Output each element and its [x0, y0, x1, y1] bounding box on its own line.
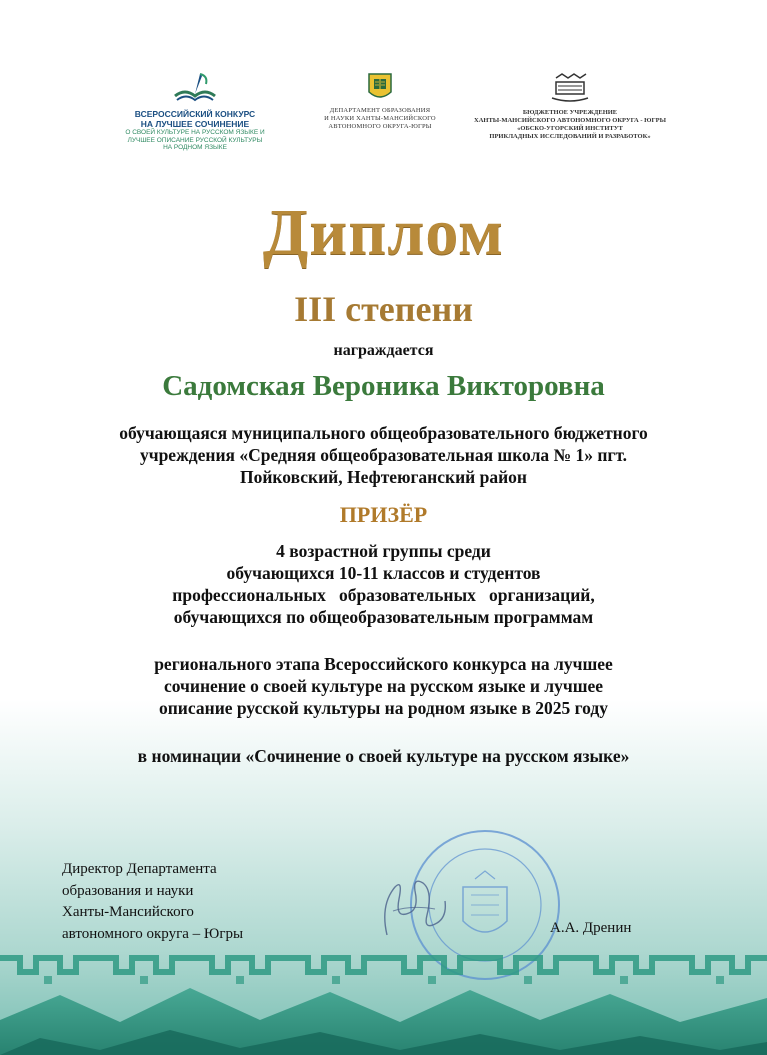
department-logo [315, 72, 445, 131]
institute-line-4: ПРИКЛАДНЫХ ИССЛЕДОВАНИЙ И РАЗРАБОТОК» [489, 133, 651, 140]
department-line-2: И НАУКИ ХАНТЫ-МАНСИЙСКОГО [324, 115, 436, 122]
stage-line-2: сочинение о своей культуре на русском языке и лучшее [163, 676, 604, 696]
contest-title-line-1: ВСЕРОССИЙСКИЙ КОНКУРС [134, 109, 256, 119]
school-line-3: Пойковский, Нефтеюганский район [239, 467, 528, 487]
institute-logo [445, 72, 695, 141]
group-description [0, 540, 767, 628]
group-line-1: 4 возрастной группы среди [276, 541, 491, 561]
stage-line-3: описание русской культуры на родном языке в 2025 году [158, 698, 609, 718]
contest-sub-line-3: НА РОДНОМ ЯЗЫКЕ [163, 144, 227, 151]
contest-logo [110, 70, 280, 152]
signatory-name: А.А. Дренин [550, 920, 632, 936]
position-line-4: автономного округа – Югры [62, 925, 244, 942]
emblem-icon [367, 72, 393, 102]
position-line-1: Директор Департамента [62, 861, 217, 877]
book-icon [170, 70, 220, 104]
group-line-2: обучающихся 10-11 классов и студентов [226, 563, 541, 583]
institute-line-1: БЮДЖЕТНОЕ УЧРЕЖДЕНИЕ [522, 109, 618, 116]
institute-line-2: ХАНТЫ-МАНСИЙСКОГО АВТОНОМНОГО ОКРУГА - ЮГРЫ [474, 117, 666, 124]
position-line-3: Ханты-Мансийского [62, 904, 194, 920]
institute-line-3: «ОБСКО-УГОРСКИЙ ИНСТИТУТ [517, 125, 623, 132]
boat-icon [548, 72, 592, 104]
awarded-label: награждается [333, 342, 434, 359]
school-line-2: учреждения «Средняя общеобразовательная школа № 1» пгт. [139, 445, 628, 465]
department-line-1: ДЕПАРТАМЕНТ ОБРАЗОВАНИЯ [329, 107, 431, 114]
stage-description [0, 653, 767, 719]
signatory-position [62, 859, 322, 945]
contest-title-line-2: НА ЛУЧШЕЕ СОЧИНЕНИЕ [140, 119, 250, 129]
nomination: в номинации «Сочинение о своей культуре на русском языке» [137, 746, 630, 766]
contest-sub-line-1: О СВОЕЙ КУЛЬТУРЕ НА РУССКОМ ЯЗЫКЕ И [125, 129, 265, 136]
stage-line-1: регионального этапа Всероссийского конкурса на лучшее [154, 654, 613, 674]
group-line-4: обучающихся по общеобразовательным программам [173, 607, 594, 627]
department-line-3: АВТОНОМНОГО ОКРУГА-ЮГРЫ [328, 123, 432, 130]
position-line-2: образования и науки [62, 882, 194, 899]
group-line-3: профессиональных образовательных организаций, [172, 585, 595, 605]
school-description [0, 422, 767, 488]
contest-sub-line-2: ЛУЧШЕЕ ОПИСАНИЕ РУССКОЙ КУЛЬТУРЫ [127, 136, 263, 144]
school-line-1: обучающаяся муниципального общеобразовательного бюджетного [119, 423, 648, 443]
handwritten-signature [375, 865, 465, 945]
status-label: ПРИЗЁР [339, 502, 428, 527]
diploma-title: Диплом [262, 196, 505, 269]
diploma-degree: III степени [294, 289, 473, 329]
ornament-band [0, 950, 767, 1055]
recipient-name: Садомская Вероника Викторовна [162, 370, 605, 402]
